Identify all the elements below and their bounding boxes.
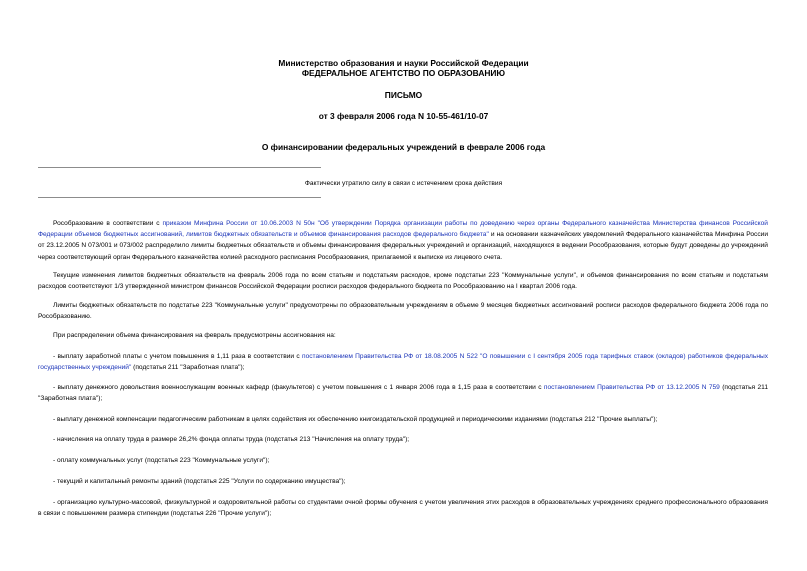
document-date-number: от 3 февраля 2006 года N 10-55-461/10-07 <box>318 111 489 121</box>
bullet-text: - выплату денежной компенсации педагогическим работникам в целях содействия их обеспечению книгоиздательской продукцией и периодическими изданиями (подстатья 212 "Прочие выплаты"); <box>53 416 658 423</box>
decree-759-link[interactable]: постановлением Правительства РФ от 13.12.2005 N 759 <box>543 384 720 391</box>
order-minfin-link[interactable]: приказом Минфина России от 10.06.2003 N 50н "Об утверждении Порядка организации работы по доведению через органы Федерального казначейства Министерства финансов Российской Федерации объемов бюджетных ассигнований, лимитов бюджетных обязательств и объемов финансирования расходов федерального бюджета" <box>38 220 768 239</box>
bullet-text: - выплату заработной платы с учетом повышения в 1,11 раза в соответствии с <box>53 353 303 360</box>
bullet-repairs <box>38 476 768 487</box>
paragraph-text: При распределении объема финансирования на февраль предусмотрены ассигнования на: <box>53 332 336 339</box>
paragraph-1 <box>38 218 768 263</box>
bullet-text: - оплату коммунальных услуг (подстатья 223 "Коммунальные услуги"); <box>53 457 270 464</box>
paragraph-2 <box>38 270 768 292</box>
bullet-salary <box>38 351 768 373</box>
document-subject: О финансировании федеральных учреждений в феврале 2006 года <box>261 142 546 152</box>
agency-name: ФЕДЕРАЛЬНОЕ АГЕНТСТВО ПО ОБРАЗОВАНИЮ <box>301 68 506 78</box>
bullet-text: - начисления на оплату труда в размере 26,2% фонда оплаты труда (подстатья 213 "Начисления на оплату труда"); <box>53 436 410 443</box>
bullet-text: (подстатья 211 "Заработная плата"); <box>131 364 245 372</box>
paragraph-text: Текущие изменения лимитов бюджетных обязательств на февраль 2006 года по всем статьям и подстатьям расходов, кроме подстатьи 223 "Коммунальные услуги", и объемов финансирования по всем статьям и подстатьям расходов соответствуют 1/3 утвержденной министром финансов Российской Федерации росписи расходов федерального бюджета по Рособразованию на I квартал 2006 года. <box>38 272 768 291</box>
bullet-utilities <box>38 455 768 466</box>
divider-top <box>38 167 321 168</box>
bullet-text: - выплату денежного довольствия военнослужащим военных кафедр (факультетов) с учетом повышения с 1 января 2006 года в 1,15 раза в соответствии с <box>53 384 544 391</box>
bullet-cultural-activities <box>38 497 768 519</box>
bullet-compensation <box>38 414 768 425</box>
ministry-name: Министерство образования и науки Российской Федерации <box>278 58 529 68</box>
paragraph-3 <box>38 300 768 322</box>
paragraph-text: Лимиты бюджетных обязательств по подстатье 223 "Коммунальные услуги" предусмотрены по образовательным учреждениям в объеме 9 месяцев бюджетных ассигнований росписи расходов федерального бюджета 2006 года по Рособразованию. <box>38 302 768 321</box>
bullet-text: (подстатья 211 "Заработная плата"); <box>38 384 768 403</box>
bullet-military <box>38 382 768 404</box>
paragraph-text: и на основании казначейских уведомлений Федерального казначейства Минфина России от 23.12.2005 N 073/001 и 073/002 распределило лимиты бюджетных обязательств и объемы финансирования федеральных учреждений и организаций, находящихся в ведении Рособразования, которые будут доведены до учреждений через соответствующий орган Федерального казначейства колией расходного расписания Рособразования, прилагаемой к выписке из лицевого счета. <box>38 231 769 261</box>
status-note: Фактически утратило силу в связи с истечением срока действия <box>304 180 503 187</box>
document-type: ПИСЬМО <box>384 90 423 100</box>
divider-bottom <box>38 197 321 198</box>
decree-522-link[interactable]: постановлением Правительства РФ от 18.08.2005 N 522 "О повышении с I сентября 2005 года тарифных ставок (окладов) работников федеральных государственных учреждений" <box>38 353 768 372</box>
bullet-text: - организацию культурно-массовой, физкультурной и оздоровительной работы со студентами очной формы обучения с учетом увеличения этих расходов в образовательных учреждениях среднего профессионального образования в связи с повышением размера стипендии (подстатья 226 "Прочие услуги"); <box>38 499 768 518</box>
paragraph-text: Рособразование в соответствии с <box>53 220 163 227</box>
bullet-text: - текущий и капитальный ремонты зданий (подстатья 225 "Услуги по содержанию имущества"); <box>53 478 346 485</box>
paragraph-4 <box>38 330 768 341</box>
bullet-payroll-charges <box>38 434 768 445</box>
